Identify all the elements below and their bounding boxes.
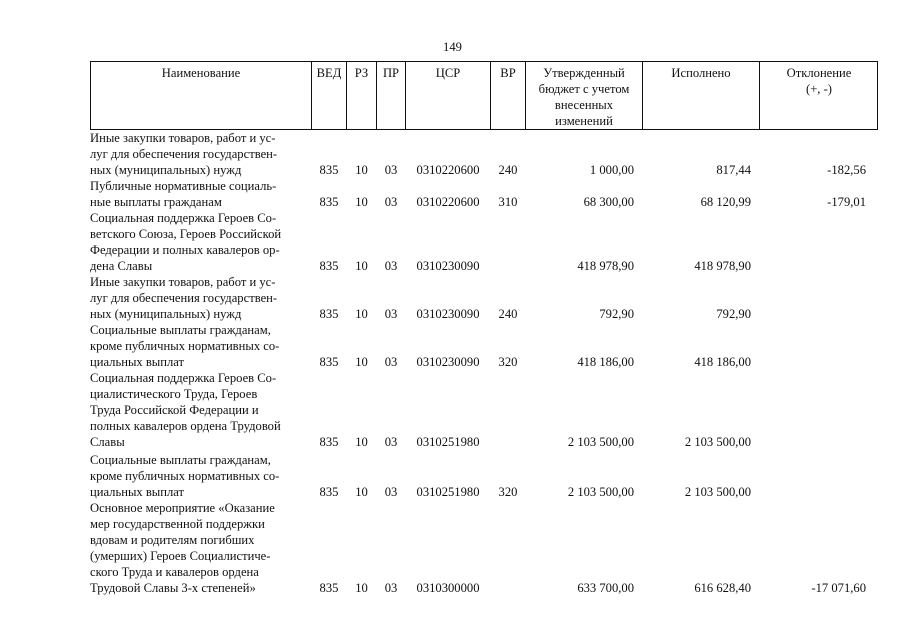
cell-executed: 68 120,99 [700,195,751,209]
cell-csr: 0310230090 [416,307,480,321]
cell-rz: 10 [355,259,368,273]
cell-deviation: -17 071,60 [811,581,866,595]
row-name: Социальные выплаты гражданам, кроме публичных нормативных со- циальных выплат [90,453,280,499]
header-rz: РЗ [354,66,369,80]
cell-executed: 2 103 500,00 [684,485,751,499]
table-header [90,61,878,130]
cell-approved: 2 103 500,00 [567,435,634,449]
cell-approved: 2 103 500,00 [567,485,634,499]
cell-approved: 418 978,90 [577,259,634,273]
cell-executed: 2 103 500,00 [684,435,751,449]
cell-approved: 418 186,00 [577,355,634,369]
cell-csr: 0310251980 [416,485,480,499]
cell-ved: 835 [319,307,339,321]
cell-rz: 10 [355,355,368,369]
cell-rz: 10 [355,195,368,209]
cell-approved: 633 700,00 [577,581,634,595]
cell-approved: 68 300,00 [583,195,634,209]
row-name: Публичные нормативные социаль- ные выплаты гражданам [90,179,277,209]
cell-rz: 10 [355,163,368,177]
cell-csr: 0310251980 [416,435,480,449]
cell-executed: 418 186,00 [694,355,751,369]
header-name: Наименование [161,66,241,80]
cell-csr: 0310230090 [416,355,480,369]
cell-executed: 418 978,90 [694,259,751,273]
row-name: Иные закупки товаров, работ и ус- луг для обеспечения государствен- ных (муниципальных) нужд [90,275,278,321]
cell-executed: 817,44 [716,163,751,177]
cell-ved: 835 [319,435,339,449]
header-deviation: Отклонение (+, -) [786,66,852,96]
cell-approved: 792,90 [599,307,634,321]
row-name: Иные закупки товаров, работ и ус- луг для обеспечения государствен- ных (муниципальных) нужд [90,131,278,177]
header-csr: ЦСР [435,66,461,80]
cell-vr: 240 [498,163,518,177]
header-executed: Исполнено [671,66,731,80]
cell-vr: 320 [498,485,518,499]
header-pr: ПР [382,66,400,80]
cell-csr: 0310220600 [416,195,480,209]
cell-deviation: -182,56 [827,163,866,177]
cell-ved: 835 [319,259,339,273]
cell-pr: 03 [384,163,398,177]
header-vr: ВР [500,66,516,80]
row-name: Социальные выплаты гражданам, кроме публичных нормативных со- циальных выплат [90,323,280,369]
cell-executed: 616 628,40 [694,581,751,595]
cell-rz: 10 [355,581,368,595]
header-ved: ВЕД [316,66,342,80]
cell-vr: 310 [498,195,518,209]
cell-vr: 320 [498,355,518,369]
cell-executed: 792,90 [716,307,751,321]
page-number: 149 [443,40,462,54]
cell-ved: 835 [319,581,339,595]
cell-pr: 03 [384,485,398,499]
cell-rz: 10 [355,435,368,449]
row-name: Основное мероприятие «Оказание мер государственной поддержки вдовам и родителям погибших (умерших) Героев Социалистиче- ского Труда и кавалеров ордена Трудовой Славы 3-х степеней» [90,501,275,595]
cell-pr: 03 [384,259,398,273]
cell-pr: 03 [384,355,398,369]
cell-deviation: -179,01 [827,195,866,209]
row-name: Социальная поддержка Героев Со- ветского Союза, Героев Российской Федерации и полных кавалеров ор- дена Славы [90,211,282,273]
cell-ved: 835 [319,163,339,177]
cell-csr: 0310220600 [416,163,480,177]
row-name: Социальная поддержка Героев Со- циалистического Труда, Героев Труда Российской Федерации и полных кавалеров ордена Трудовой Славы [90,371,281,449]
header-approved: Утвержденный бюджет с учетом внесенных изменений [538,66,630,128]
cell-ved: 835 [319,485,339,499]
cell-ved: 835 [319,195,339,209]
cell-ved: 835 [319,355,339,369]
cell-csr: 0310230090 [416,259,480,273]
cell-pr: 03 [384,195,398,209]
cell-pr: 03 [384,435,398,449]
cell-pr: 03 [384,581,398,595]
cell-rz: 10 [355,485,368,499]
cell-approved: 1 000,00 [589,163,634,177]
cell-csr: 0310300000 [416,581,480,595]
cell-pr: 03 [384,307,398,321]
cell-vr: 240 [498,307,518,321]
cell-rz: 10 [355,307,368,321]
